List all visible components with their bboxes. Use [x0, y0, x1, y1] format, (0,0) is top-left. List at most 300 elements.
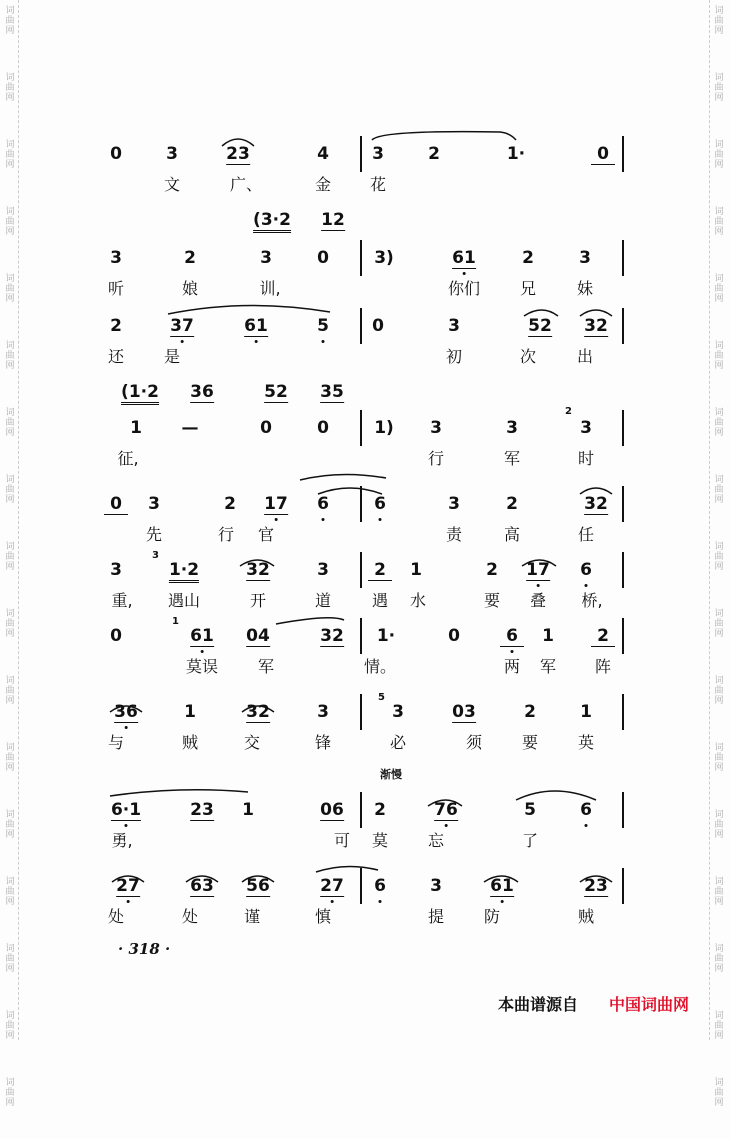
watermark-char: 曲: [714, 552, 724, 562]
lyric: 叠: [529, 591, 547, 610]
note: 3: [110, 560, 122, 580]
barline: [360, 792, 362, 828]
watermark-block: [710, 469, 728, 536]
lyric: 交: [243, 733, 261, 752]
intro-note: 35: [320, 382, 344, 402]
watermark-char: 网: [714, 361, 724, 371]
slur: [110, 790, 248, 796]
lyric: 与: [107, 733, 125, 752]
barline: [360, 410, 362, 446]
watermark-char: 词: [714, 676, 724, 686]
note: 3: [430, 418, 442, 438]
note: 23: [190, 800, 214, 820]
lyric: 谨: [243, 907, 261, 926]
watermark-char: 网: [714, 160, 724, 170]
watermark-char: 曲: [5, 284, 15, 294]
watermark-char: 词: [5, 1078, 15, 1088]
lyric: 重,: [111, 591, 133, 610]
note: 0: [372, 316, 384, 336]
watermark-block: [710, 268, 728, 335]
barline: [360, 618, 362, 654]
watermark-char: 曲: [5, 351, 15, 361]
watermark-char: 网: [714, 562, 724, 572]
watermark-block: [2, 938, 18, 1005]
slur: [372, 132, 516, 140]
intro-note: 12: [321, 210, 345, 230]
note: 3: [317, 702, 329, 722]
note: 2: [224, 494, 236, 514]
barline: [360, 552, 362, 588]
lyric: 贼: [577, 907, 595, 926]
watermark-char: 曲: [714, 753, 724, 763]
note: 63: [190, 876, 214, 896]
lyric: 必: [389, 733, 407, 752]
watermark-block: [710, 670, 728, 737]
lyric: 水: [409, 591, 427, 610]
barline: [622, 618, 624, 654]
page-number: · 318 ·: [118, 940, 171, 958]
note: 3: [317, 560, 329, 580]
lyric: 初: [445, 347, 463, 366]
note: 06: [320, 800, 344, 820]
lyric: 情。: [363, 657, 397, 676]
watermark-block: [2, 335, 18, 402]
note: 6: [311, 494, 335, 514]
watermark-char: 网: [5, 1031, 15, 1041]
barline: [622, 694, 624, 730]
note: 32: [584, 494, 608, 514]
note: 2: [428, 144, 440, 164]
note: 5: [524, 800, 536, 820]
watermark-char: 曲: [5, 887, 15, 897]
note: 0: [317, 248, 329, 268]
lyric: 先: [145, 525, 163, 544]
barline: [360, 240, 362, 276]
watermark-char: 曲: [714, 820, 724, 830]
watermark-char: 词: [714, 609, 724, 619]
note: 1·: [506, 144, 526, 164]
note: 3: [506, 418, 518, 438]
watermark-char: 曲: [714, 16, 724, 26]
note: 4: [317, 144, 329, 164]
watermark-char: 网: [714, 26, 724, 36]
lyric: 花: [369, 175, 387, 194]
watermark-char: 网: [714, 696, 724, 706]
watermark-char: 曲: [714, 418, 724, 428]
lyric: 高: [503, 525, 521, 544]
watermark-block: [2, 871, 18, 938]
watermark-char: 曲: [714, 150, 724, 160]
lyric: 文: [163, 175, 181, 194]
watermark-char: 网: [714, 495, 724, 505]
watermark-block: [710, 402, 728, 469]
note: 17: [264, 494, 288, 514]
barline: [622, 792, 624, 828]
watermark-char: 词: [5, 676, 15, 686]
watermark-char: 曲: [714, 954, 724, 964]
watermark-block: [710, 938, 728, 1005]
watermark-char: 网: [5, 428, 15, 438]
lyric: 妹: [576, 279, 594, 298]
watermark-block: [710, 335, 728, 402]
note: 0: [591, 144, 615, 165]
watermark-char: 词: [714, 207, 724, 217]
note: 61: [190, 626, 214, 646]
watermark-char: 曲: [714, 351, 724, 361]
lyric: 广、: [229, 175, 263, 194]
note: 6: [574, 560, 598, 580]
watermark-char: 曲: [714, 284, 724, 294]
note: 32: [584, 316, 608, 336]
watermark-char: 网: [5, 93, 15, 103]
intro-note: 36: [190, 382, 214, 402]
watermark-char: 词: [714, 1011, 724, 1021]
watermark-char: 词: [5, 609, 15, 619]
lyric: 遇山: [167, 591, 201, 610]
watermark-char: 词: [5, 743, 15, 753]
note: 17: [526, 560, 550, 580]
note: 2: [522, 248, 534, 268]
watermark-char: 网: [714, 227, 724, 237]
slur: [276, 618, 344, 624]
watermark-char: 词: [5, 1011, 15, 1021]
note: 2: [184, 248, 196, 268]
barline: [622, 240, 624, 276]
lyric: 是: [163, 347, 181, 366]
note: 32: [320, 626, 344, 646]
watermark-char: 网: [5, 964, 15, 974]
lyric: 兄: [519, 279, 537, 298]
note: 3: [580, 418, 592, 438]
watermark-char: 网: [714, 1098, 724, 1108]
watermark-char: 网: [5, 294, 15, 304]
score-row-1: [0, 0, 730, 194]
watermark-char: 词: [714, 341, 724, 351]
note: 32: [246, 702, 270, 722]
note: 6: [368, 876, 392, 896]
note: 23: [226, 144, 250, 164]
watermark-char: 网: [714, 428, 724, 438]
lyric: 可: [333, 831, 351, 850]
note: —: [181, 418, 199, 438]
barline: [360, 308, 362, 344]
watermark-char: 词: [714, 877, 724, 887]
watermark-block: [2, 469, 18, 536]
note: 5: [311, 316, 335, 336]
watermark-char: 词: [5, 542, 15, 552]
watermark-char: 曲: [5, 485, 15, 495]
intro-note: (3·2: [253, 210, 291, 233]
lyric: 桥,: [581, 591, 603, 610]
watermark-char: 曲: [5, 16, 15, 26]
watermark-strip-right: [709, 0, 728, 1108]
note: 76: [434, 800, 458, 820]
lyric: 遇: [371, 591, 389, 610]
note: 2: [524, 702, 536, 722]
watermark-block: [710, 1072, 728, 1139]
watermark-char: 网: [5, 227, 15, 237]
note: 04: [246, 626, 270, 646]
watermark-char: 网: [714, 1031, 724, 1041]
watermark-char: 词: [5, 274, 15, 284]
note: 2: [110, 316, 122, 336]
watermark-char: 曲: [5, 820, 15, 830]
lyric: 了: [521, 831, 539, 850]
note: 61: [452, 248, 476, 268]
lyric: 锋: [314, 733, 332, 752]
note: 6·1: [110, 800, 142, 820]
watermark-block: [2, 670, 18, 737]
barline: [622, 308, 624, 344]
lyric: 行: [427, 449, 445, 468]
watermark-char: 曲: [5, 217, 15, 227]
watermark-char: 曲: [714, 485, 724, 495]
intro-note: (1·2: [121, 382, 159, 405]
watermark-char: 曲: [714, 619, 724, 629]
note: 32: [246, 560, 270, 580]
lyric: 征,: [117, 449, 139, 468]
watermark-char: 网: [5, 495, 15, 505]
watermark-char: 词: [714, 140, 724, 150]
watermark-block: [710, 804, 728, 871]
note: 6: [368, 494, 392, 514]
note: 52: [528, 316, 552, 336]
watermark-char: 网: [5, 696, 15, 706]
lyric: 时: [577, 449, 595, 468]
lyric: 责: [445, 525, 463, 544]
slur: [316, 866, 378, 872]
note: 3: [372, 144, 384, 164]
watermark-block: [710, 603, 728, 670]
lyric: 娘: [181, 279, 199, 298]
lyric: 你们: [447, 279, 481, 298]
note: 3: [260, 248, 272, 268]
watermark-char: 词: [5, 408, 15, 418]
note: 1·: [376, 626, 396, 646]
watermark-block: [2, 67, 18, 134]
slur: [516, 791, 596, 800]
barline: [360, 694, 362, 730]
note: 1: [242, 800, 254, 820]
watermark-block: [2, 603, 18, 670]
watermark-char: 曲: [5, 1088, 15, 1098]
intro-note: 52: [264, 382, 288, 402]
watermark-char: 词: [714, 1078, 724, 1088]
watermark-char: 网: [714, 93, 724, 103]
barline: [360, 136, 362, 172]
note: 1: [184, 702, 196, 722]
watermark-char: 网: [714, 294, 724, 304]
watermark-block: [2, 804, 18, 871]
lyric: 开: [249, 591, 267, 610]
watermark-char: 曲: [714, 1088, 724, 1098]
watermark-char: 网: [5, 361, 15, 371]
lyric: 军: [539, 657, 557, 676]
watermark-block: [710, 737, 728, 804]
watermark-char: 曲: [714, 83, 724, 93]
lyric: 英: [577, 733, 595, 752]
watermark-char: 网: [714, 629, 724, 639]
lyric: 行: [217, 525, 235, 544]
lyric: 莫: [371, 831, 389, 850]
watermark-block: [710, 67, 728, 134]
lyric: 莫误: [185, 657, 219, 676]
watermark-char: 词: [5, 810, 15, 820]
watermark-block: [2, 536, 18, 603]
watermark-char: 词: [714, 274, 724, 284]
lyric: 官: [257, 525, 275, 544]
barline: [360, 486, 362, 522]
watermark-char: 曲: [5, 150, 15, 160]
watermark-char: 网: [714, 897, 724, 907]
lyric: 还: [107, 347, 125, 366]
slur: [300, 474, 386, 480]
lyric: 两: [503, 657, 521, 676]
note: 2: [374, 800, 386, 820]
lyric: 阵: [594, 657, 612, 676]
watermark-block: [2, 134, 18, 201]
note: 1·2: [169, 560, 199, 583]
watermark-char: 曲: [714, 887, 724, 897]
watermark-block: [2, 1005, 18, 1072]
watermark-char: 词: [5, 944, 15, 954]
lyric: 要: [521, 733, 539, 752]
note: 1: [130, 418, 142, 438]
lyric: 金: [314, 175, 332, 194]
watermark-char: 曲: [714, 217, 724, 227]
note: 61: [244, 316, 268, 336]
grace-note: 1: [172, 616, 179, 627]
watermark-char: 词: [714, 73, 724, 83]
watermark-char: 词: [5, 877, 15, 887]
grace-note: 5: [378, 692, 385, 703]
note: 23: [584, 876, 608, 896]
watermark-block: [2, 201, 18, 268]
watermark-char: 曲: [5, 1021, 15, 1031]
lyric: 任: [577, 525, 595, 544]
watermark-char: 词: [714, 6, 724, 16]
note: 2: [486, 560, 498, 580]
watermark-char: 词: [714, 542, 724, 552]
lyric: 次: [519, 347, 537, 366]
watermark-block: [710, 1005, 728, 1072]
lyric: 贼: [181, 733, 199, 752]
watermark-char: 曲: [5, 686, 15, 696]
note: 2: [506, 494, 518, 514]
note: 3: [448, 494, 460, 514]
note: 0: [110, 144, 122, 164]
watermark-char: 曲: [714, 1021, 724, 1031]
barline: [622, 486, 624, 522]
watermark-char: 词: [5, 475, 15, 485]
note: 37: [170, 316, 194, 336]
note: 3: [430, 876, 442, 896]
watermark-block: [2, 1072, 18, 1139]
watermark-char: 词: [714, 475, 724, 485]
note: 3: [166, 144, 178, 164]
note: 0: [260, 418, 272, 438]
watermark-char: 网: [5, 160, 15, 170]
note: 0: [110, 626, 122, 646]
note: 36: [114, 702, 138, 722]
watermark-block: [710, 871, 728, 938]
barline: [622, 868, 624, 904]
note: 0: [104, 494, 128, 515]
note: 0: [448, 626, 460, 646]
watermark-char: 网: [5, 763, 15, 773]
watermark-char: 网: [714, 763, 724, 773]
watermark-char: 曲: [5, 418, 15, 428]
watermark-char: 网: [714, 830, 724, 840]
lyric: 慎: [314, 907, 332, 926]
note: 0: [317, 418, 329, 438]
note: 6: [500, 626, 524, 647]
watermark-char: 网: [5, 26, 15, 36]
watermark-char: 网: [5, 830, 15, 840]
watermark-block: [710, 536, 728, 603]
barline: [360, 868, 362, 904]
grace-note: 2: [565, 406, 572, 417]
note: 2: [368, 560, 392, 581]
note: 3): [374, 248, 394, 268]
note: 1: [580, 702, 592, 722]
watermark-char: 网: [5, 897, 15, 907]
note: 27: [320, 876, 344, 896]
note: 61: [490, 876, 514, 896]
note: 1: [542, 626, 554, 646]
note: 3: [448, 316, 460, 336]
lyric: 提: [427, 907, 445, 926]
lyric: 处: [107, 907, 125, 926]
watermark-char: 网: [5, 562, 15, 572]
watermark-char: 词: [5, 73, 15, 83]
note: 56: [246, 876, 270, 896]
lyric: 出: [576, 347, 594, 366]
watermark-strip-left: [2, 0, 19, 1108]
watermark-char: 词: [714, 944, 724, 954]
note: 3: [148, 494, 160, 514]
slur: [168, 305, 330, 314]
note: 3: [110, 248, 122, 268]
lyric: 道: [314, 591, 332, 610]
watermark-block: [2, 737, 18, 804]
source-label: 本曲谱源自: [498, 995, 579, 1014]
lyric: 军: [257, 657, 275, 676]
lyric: 训,: [259, 279, 281, 298]
watermark-block: [710, 201, 728, 268]
grace-note: 3: [152, 550, 159, 561]
watermark-char: 网: [5, 629, 15, 639]
lyric: 防: [483, 907, 501, 926]
note: 1: [410, 560, 422, 580]
note: 3: [579, 248, 591, 268]
note: 3: [392, 702, 404, 722]
watermark-char: 词: [714, 810, 724, 820]
watermark-char: 曲: [5, 552, 15, 562]
site-name-link[interactable]: 中国词曲网: [609, 995, 690, 1014]
watermark-char: 曲: [5, 619, 15, 629]
watermark-block: [2, 402, 18, 469]
note: 2: [591, 626, 615, 647]
barline: [622, 552, 624, 588]
lyric: 处: [181, 907, 199, 926]
lyric: 忘: [427, 831, 445, 850]
watermark-char: 词: [5, 207, 15, 217]
watermark-char: 曲: [714, 686, 724, 696]
note: 27: [116, 876, 140, 896]
watermark-char: 曲: [5, 83, 15, 93]
barline: [622, 136, 624, 172]
